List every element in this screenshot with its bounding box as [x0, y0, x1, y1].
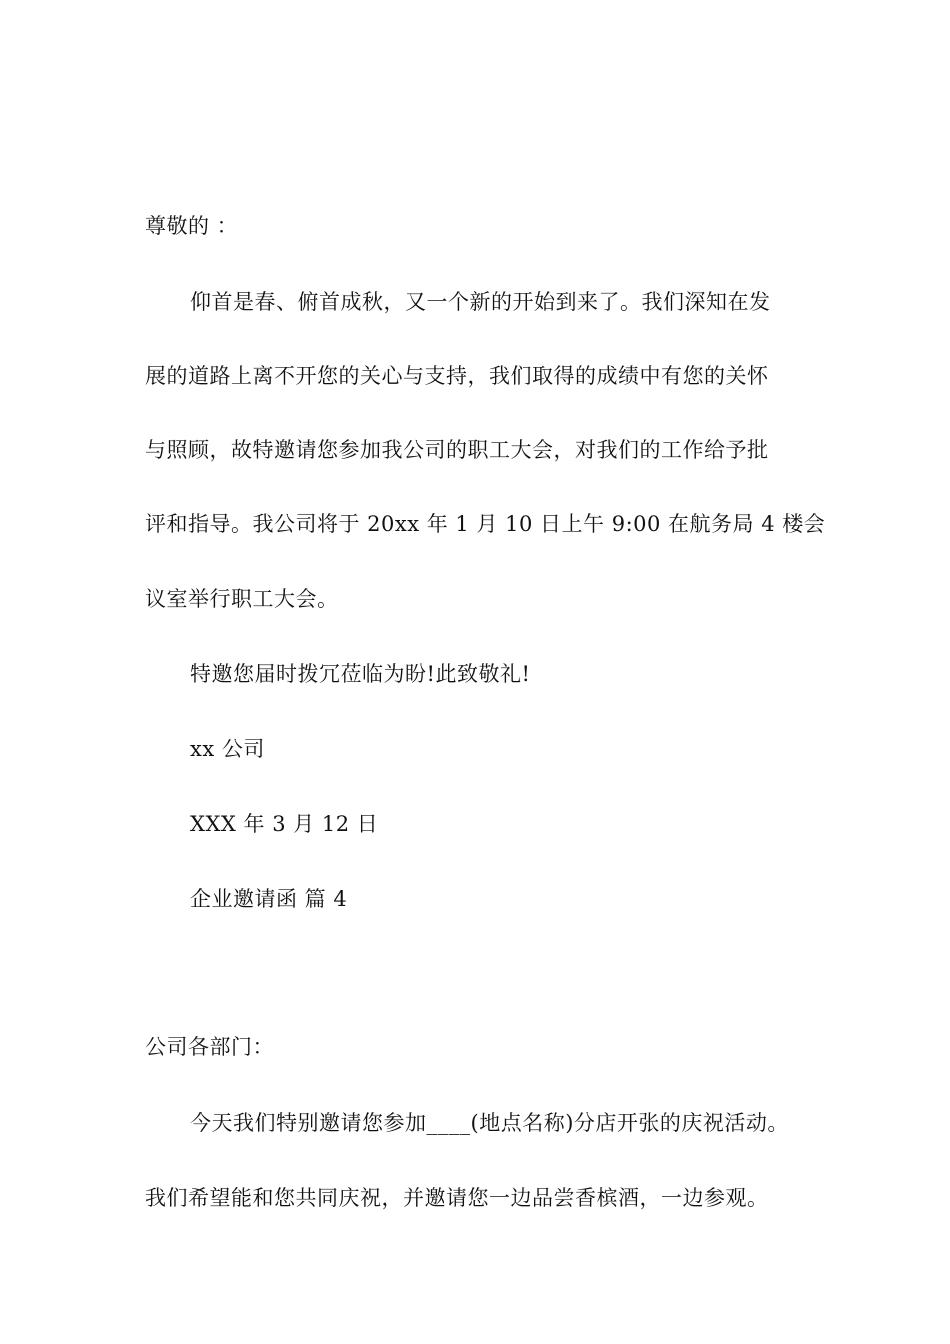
body-line-1: 仰首是春、俯首成秋，又一个新的开始到来了。我们深知在发 — [190, 290, 771, 314]
body2-line-2: 我们希望能和您共同庆祝，并邀请您一边品尝香槟酒，一边参观。 — [145, 1186, 769, 1210]
body-line-3: 与照顾，故特邀请您参加我公司的职工大会，对我们的工作给予批 — [145, 438, 769, 462]
section-heading: 企业邀请函 篇 4 — [190, 887, 348, 911]
body-line-5: 议室举行职工大会。 — [145, 587, 339, 611]
salutation-2: 公司各部门： — [145, 1035, 274, 1059]
body2-line-1: 今天我们特别邀请您参加____(地点名称)分店开张的庆祝活动。 — [190, 1111, 789, 1135]
signature-company: xx 公司 — [190, 737, 265, 761]
salutation-1: 尊敬的 ： — [145, 214, 239, 238]
body-line-4: 评和指导。我公司将于 20xx 年 1 月 10 日上午 9:00 在航务局 4 楼会 — [145, 512, 826, 536]
body-line-2: 展的道路上离不开您的关心与支持，我们取得的成绩中有您的关怀 — [145, 364, 769, 388]
closing-line: 特邀您届时拨冗莅临为盼!此致敬礼! — [190, 662, 531, 686]
signature-date: XXX 年 3 月 12 日 — [190, 812, 379, 836]
